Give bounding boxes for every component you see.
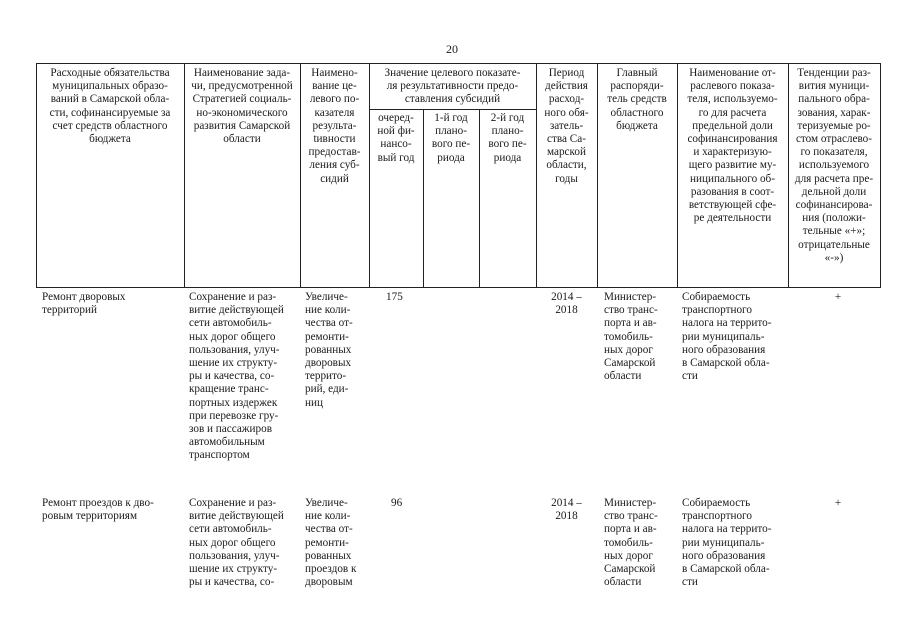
- row-indicator: Увеличе- ние коли- чества от- ремонти- рованных проездов к дворовым: [305, 497, 357, 589]
- grid-line-10: [880, 63, 881, 288]
- row-period: 2014 – 2018: [551, 291, 582, 317]
- row-value-current: 175: [386, 291, 403, 303]
- row-administrator: Министер- ство транс- порта и ав- томобиль- ных дорог Самарской области: [604, 497, 658, 589]
- header-task: Наименование зада- чи, предусмотренной Стратегией социаль- но-экономического развития Самарской области: [191, 67, 293, 146]
- page-number: 20: [446, 42, 458, 56]
- row-trend: +: [834, 291, 842, 303]
- header-indicator: Наимено- вание це- левого по- казателя результа- tивности предостав- ления суб- сидий: [308, 67, 361, 185]
- header-current-year: очеред- ной фи- нансо- вый год: [377, 112, 415, 164]
- header-indicator-values: Значение целевого показате- ля результативности предо- ставления субсидий: [384, 67, 521, 106]
- table-header-bottom: [36, 287, 881, 288]
- header-period: Период действия расход- ного обя- затель- ства Са- марской области, годы: [544, 67, 589, 185]
- row-obligation: Ремонт проездов к дво- ровым территориям: [42, 497, 154, 523]
- row-value-current: 96: [391, 497, 403, 509]
- row-sector-indicator: Собираемость транспортного налога на террито- рии муниципаль- ного образования в Самарской обла- сти: [682, 291, 772, 383]
- row-administrator: Министер- ство транс- порта и ав- томобиль- ных дорог Самарской области: [604, 291, 658, 383]
- row-trend: +: [834, 497, 842, 509]
- row-period: 2014 – 2018: [551, 497, 582, 523]
- row-obligation: Ремонт дворовых территорий: [42, 291, 126, 317]
- header-plan-year-1: 1-й год плано- вого пе- риода: [431, 112, 471, 164]
- row-indicator: Увеличе- ние коли- чества от- ремонти- рованных дворовых террито- рий, еди- ниц: [305, 291, 353, 409]
- row-task: Сохранение и раз- витие действующей сети автомобиль- ных дорог общего пользования, улуч- шение их структу- ры и качества, со- кращение транс- портных издержек при перевозке гру- зов и пассажиров автомобильным транспортом: [189, 291, 284, 462]
- table-border-top: [36, 63, 881, 64]
- header-trend: Тенденции раз- вития муници- пального обра- зования, харак- теризуемые ро- стом отраслево- го показателя, используемого для расчета пре- дельной доли софинансирова- ния (положи- тельные «+»; отрицательные «-»): [794, 67, 874, 264]
- group-header-divider: [369, 109, 536, 110]
- header-obligations: Расходные обязательства муниципальных образо- ваний в Самарской обла- сти, софинансируемые за счет средств областного бюджета: [49, 67, 171, 146]
- header-sector-indicator: Наименование от- раслевого показа- теля, используемо- го для расчета предельной доли софинансирования и характеризую- щего развитие му- ниципального об- разования в соот- ветствующей сфе- ре деятельности: [687, 67, 778, 225]
- header-administrator: Главный распоряди- тель средств областного бюджета: [607, 67, 667, 132]
- row-task: Сохранение и раз- витие действующей сети автомобиль- ных дорог общего пользования, улуч- шение их структу- ры и качества, со-: [189, 497, 284, 589]
- header-plan-year-2: 2-й год плано- вого пе- риода: [488, 112, 527, 164]
- row-sector-indicator: Собираемость транспортного налога на террито- рии муниципаль- ного образования в Самарской обла- сти: [682, 497, 772, 589]
